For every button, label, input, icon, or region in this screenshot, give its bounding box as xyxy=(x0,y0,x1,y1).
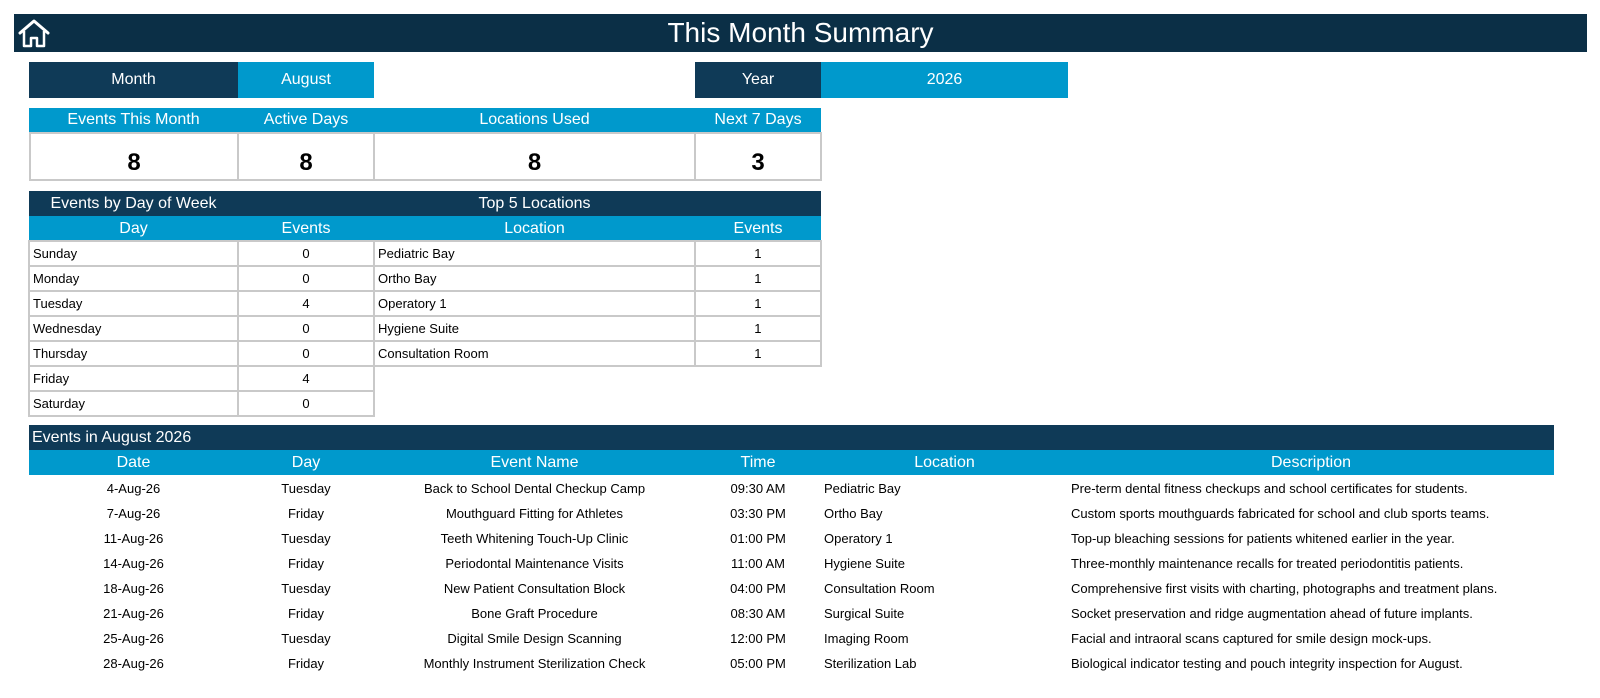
title-bar xyxy=(14,14,1587,52)
events-col-name: Event Name xyxy=(490,453,579,471)
top-locations-table xyxy=(373,240,822,367)
event-description: Socket preservation and ridge augmentation ahead of future implants. xyxy=(1071,606,1473,621)
event-location: Hygiene Suite xyxy=(824,556,905,571)
event-description: Pre-term dental fitness checkups and school certificates for students. xyxy=(1071,481,1468,496)
table-row xyxy=(29,551,1554,576)
event-date: 11-Aug-26 xyxy=(103,531,164,546)
event-description: Three-monthly maintenance recalls for treated periodontitis patients. xyxy=(1071,556,1464,571)
loc-name: Pediatric Bay xyxy=(374,241,695,266)
table-row xyxy=(29,651,1554,676)
event-time: 04:00 PM xyxy=(730,581,786,596)
events-col-headers xyxy=(29,450,1554,475)
event-date: 18-Aug-26 xyxy=(103,581,164,596)
event-day: Friday xyxy=(287,656,325,671)
event-name: Digital Smile Design Scanning xyxy=(447,631,622,646)
event-date: 7-Aug-26 xyxy=(106,506,161,521)
event-date: 28-Aug-26 xyxy=(103,656,164,671)
table-row xyxy=(29,576,1554,601)
event-day: Tuesday xyxy=(281,531,331,546)
event-time: 11:00 AM xyxy=(731,556,785,571)
loc-events: 1 xyxy=(695,241,821,266)
dow-events: 4 xyxy=(238,291,374,316)
dow-day: Monday xyxy=(29,266,238,291)
event-name: Bone Graft Procedure xyxy=(471,606,598,621)
breakdown-header xyxy=(29,191,821,216)
events-col-location: Location xyxy=(914,453,975,471)
kpi-locations-used-value: 8 xyxy=(373,132,696,181)
loc-name: Ortho Bay xyxy=(374,266,695,291)
table-row xyxy=(29,626,1554,651)
table-row xyxy=(29,391,374,416)
loc-col-events: Events xyxy=(733,219,783,237)
table-row xyxy=(374,316,821,341)
dow-events: 0 xyxy=(238,241,374,266)
event-description: Biological indicator testing and pouch integrity inspection for August. xyxy=(1071,656,1463,671)
event-location: Imaging Room xyxy=(824,631,909,646)
dow-day: Thursday xyxy=(29,341,238,366)
table-row xyxy=(374,241,821,266)
table-row xyxy=(29,316,374,341)
events-title: Events in August 2026 xyxy=(29,425,1554,450)
table-row xyxy=(29,266,374,291)
event-name: Monthly Instrument Sterilization Check xyxy=(423,656,646,671)
dow-events: 4 xyxy=(238,366,374,391)
loc-name: Operatory 1 xyxy=(374,291,695,316)
top-locations-title: Top 5 Locations xyxy=(478,194,591,212)
table-row xyxy=(29,241,374,266)
event-description: Comprehensive first visits with charting, photographs and treatment plans. xyxy=(1071,581,1498,596)
kpi-events-this-month-value: 8 xyxy=(29,132,239,181)
month-label: Month xyxy=(29,62,238,98)
dow-events: 0 xyxy=(238,266,374,291)
month-select[interactable]: August xyxy=(238,62,374,98)
event-time: 12:00 PM xyxy=(730,631,786,646)
event-time: 09:30 AM xyxy=(730,481,786,496)
table-row xyxy=(29,366,374,391)
event-name: Periodontal Maintenance Visits xyxy=(445,556,624,571)
event-description: Custom sports mouthguards fabricated for school and club sports teams. xyxy=(1071,506,1490,521)
event-time: 03:30 PM xyxy=(730,506,786,521)
dow-events: 0 xyxy=(238,391,374,416)
event-name: New Patient Consultation Block xyxy=(443,581,626,596)
kpi-next-7-days-value: 3 xyxy=(694,132,822,181)
table-row xyxy=(374,266,821,291)
event-location: Pediatric Bay xyxy=(824,481,901,496)
event-location: Consultation Room xyxy=(824,581,935,596)
kpi-active-days-label: Active Days xyxy=(238,108,374,132)
dow-day: Saturday xyxy=(29,391,238,416)
event-day: Friday xyxy=(287,556,325,571)
dow-day: Friday xyxy=(29,366,238,391)
event-name: Teeth Whitening Touch-Up Clinic xyxy=(440,531,629,546)
dow-day: Wednesday xyxy=(29,316,238,341)
loc-events: 1 xyxy=(695,266,821,291)
event-time: 01:00 PM xyxy=(730,531,786,546)
event-day: Tuesday xyxy=(281,631,331,646)
event-time: 05:00 PM xyxy=(730,656,786,671)
table-row xyxy=(29,341,374,366)
dow-table xyxy=(28,240,375,417)
event-location: Surgical Suite xyxy=(824,606,905,621)
event-time: 08:30 AM xyxy=(730,606,786,621)
table-row xyxy=(29,476,1554,501)
event-day: Friday xyxy=(287,506,325,521)
event-date: 25-Aug-26 xyxy=(103,631,164,646)
table-row xyxy=(29,526,1554,551)
loc-name: Hygiene Suite xyxy=(374,316,695,341)
table-row xyxy=(374,341,821,366)
kpi-next-7-days-label: Next 7 Days xyxy=(695,108,821,132)
dow-col-events: Events xyxy=(281,219,331,237)
event-date: 14-Aug-26 xyxy=(103,556,164,571)
kpi-locations-used-label: Locations Used xyxy=(374,108,695,132)
event-description: Top-up bleaching sessions for patients whitened earlier in the year. xyxy=(1071,531,1455,546)
event-location: Sterilization Lab xyxy=(824,656,917,671)
events-col-time: Time xyxy=(740,453,776,471)
kpi-active-days-value: 8 xyxy=(237,132,375,181)
table-row xyxy=(374,291,821,316)
loc-events: 1 xyxy=(695,316,821,341)
dow-title: Events by Day of Week xyxy=(50,194,217,212)
event-day: Friday xyxy=(287,606,325,621)
dow-events: 0 xyxy=(238,341,374,366)
event-date: 4-Aug-26 xyxy=(106,481,161,496)
dow-day: Tuesday xyxy=(29,291,238,316)
kpi-events-this-month-label: Events This Month xyxy=(29,108,238,132)
loc-name: Consultation Room xyxy=(374,341,695,366)
dow-events: 0 xyxy=(238,316,374,341)
breakdown-col-headers xyxy=(29,216,821,241)
event-description: Facial and intraoral scans captured for smile design mock-ups. xyxy=(1071,631,1432,646)
table-row xyxy=(29,501,1554,526)
events-col-day: Day xyxy=(291,453,321,471)
page-title: This Month Summary xyxy=(667,17,934,48)
dow-col-day: Day xyxy=(119,219,148,237)
table-row xyxy=(29,291,374,316)
event-location: Ortho Bay xyxy=(824,506,883,521)
events-table xyxy=(29,476,1554,676)
table-row xyxy=(29,601,1554,626)
event-day: Tuesday xyxy=(281,481,331,496)
loc-col-location: Location xyxy=(504,219,565,237)
loc-events: 1 xyxy=(695,341,821,366)
year-label: Year xyxy=(695,62,821,98)
event-date: 21-Aug-26 xyxy=(103,606,164,621)
loc-events: 1 xyxy=(695,291,821,316)
event-name: Mouthguard Fitting for Athletes xyxy=(445,506,624,521)
event-name: Back to School Dental Checkup Camp xyxy=(423,481,646,496)
dow-day: Sunday xyxy=(29,241,238,266)
events-col-date: Date xyxy=(116,453,151,471)
event-location: Operatory 1 xyxy=(824,531,893,546)
year-select[interactable]: 2026 xyxy=(821,62,1068,98)
events-col-description: Description xyxy=(1270,453,1352,471)
event-day: Tuesday xyxy=(281,581,331,596)
